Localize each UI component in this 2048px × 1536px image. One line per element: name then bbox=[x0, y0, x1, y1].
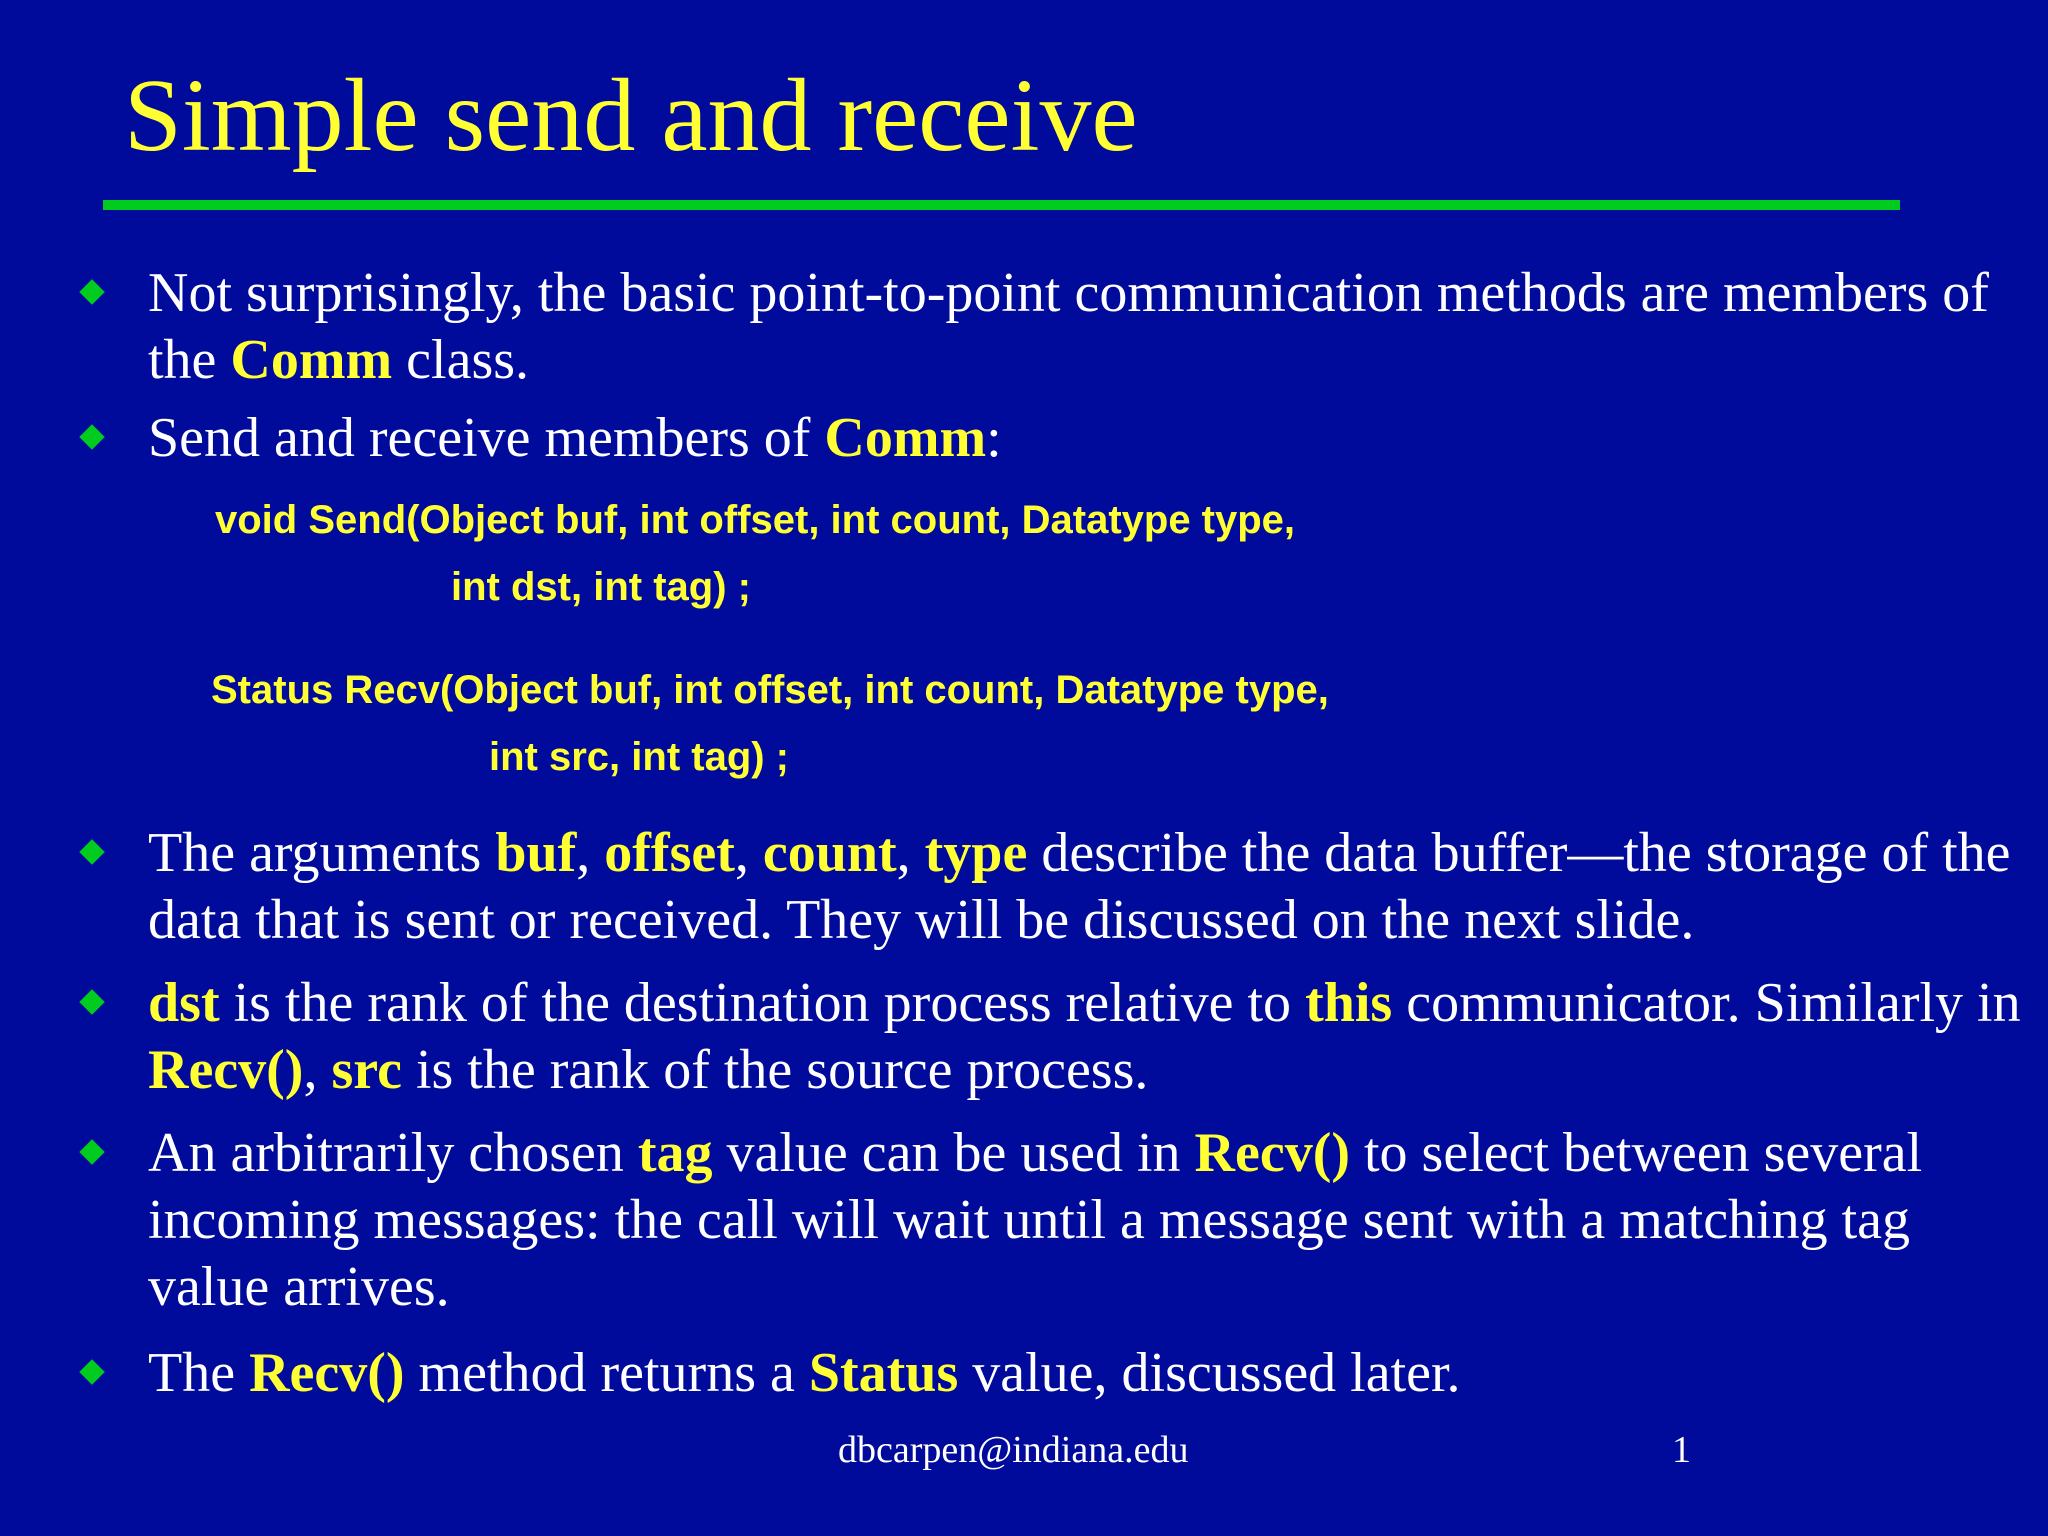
keyword-recv: Recv() bbox=[249, 1342, 405, 1404]
diamond-icon bbox=[80, 1360, 104, 1384]
page-number: 1 bbox=[1672, 1429, 1691, 1471]
bullet-text: , bbox=[896, 822, 925, 884]
title-underline bbox=[103, 200, 1900, 210]
bullet-text: Not surprisingly, the basic point-to-point communication methods are members of the bbox=[148, 262, 1989, 391]
bullet-text: The bbox=[148, 1342, 250, 1404]
diamond-icon bbox=[80, 280, 104, 304]
bullet-text: describe the data buffer—the storage of the data that is sent or received. They will be discussed on the next slide. bbox=[148, 822, 2011, 951]
bullet-item bbox=[148, 1120, 2028, 1321]
bullet-text: to select between several incoming messages: the call will wait until a message sent with a matching tag value arrives. bbox=[148, 1122, 1923, 1318]
keyword-type: type bbox=[924, 822, 1028, 884]
footer-email: dbcarpen@indiana.edu bbox=[838, 1429, 1189, 1471]
diamond-icon bbox=[80, 840, 104, 864]
bullet-text: , bbox=[303, 1039, 332, 1101]
code-recv-line-2: int src, int tag) ; bbox=[489, 735, 789, 779]
keyword-dst: dst bbox=[148, 972, 220, 1034]
code-recv-line-1: Status Recv(Object buf, int offset, int count, Datatype type, bbox=[211, 668, 1329, 712]
diamond-icon bbox=[80, 1140, 104, 1164]
keyword-recv: Recv() bbox=[148, 1039, 304, 1101]
bullet-item bbox=[148, 820, 2028, 954]
slide-title: Simple send and receive bbox=[124, 58, 1138, 173]
bullet-text: communicator. Similarly in bbox=[1392, 972, 2021, 1034]
bullet-text: is the rank of the source process. bbox=[401, 1039, 1149, 1101]
bullet-text: : bbox=[986, 407, 1002, 469]
keyword-tag: tag bbox=[637, 1122, 713, 1184]
bullet-text: is the rank of the destination process relative to bbox=[219, 972, 1306, 1034]
keyword-status: Status bbox=[808, 1342, 959, 1404]
bullet-text: method returns a bbox=[404, 1342, 809, 1404]
bullet-text: value can be used in bbox=[712, 1122, 1195, 1184]
diamond-icon bbox=[80, 425, 104, 449]
keyword-buf: buf bbox=[495, 822, 577, 884]
keyword-recv: Recv() bbox=[1194, 1122, 1350, 1184]
bullet-text: value, discussed later. bbox=[958, 1342, 1461, 1404]
bullet-item bbox=[148, 1340, 2028, 1407]
keyword-src: src bbox=[331, 1039, 402, 1101]
code-send-line-1: void Send(Object buf, int offset, int count, Datatype type, bbox=[215, 498, 1296, 542]
bullet-text: , bbox=[576, 822, 605, 884]
bullet-text: , bbox=[734, 822, 763, 884]
bullet-item bbox=[148, 405, 2028, 472]
bullet-text: class. bbox=[392, 329, 530, 391]
bullet-text: Send and receive members of bbox=[148, 407, 825, 469]
bullet-text: The arguments bbox=[148, 822, 496, 884]
bullet-item bbox=[148, 970, 2028, 1104]
keyword-offset: offset bbox=[604, 822, 735, 884]
keyword-comm: Comm bbox=[230, 329, 393, 391]
keyword-comm: Comm bbox=[824, 407, 987, 469]
code-send-line-2: int dst, int tag) ; bbox=[451, 565, 751, 609]
diamond-icon bbox=[80, 990, 104, 1014]
keyword-this: this bbox=[1305, 972, 1393, 1034]
bullet-item bbox=[148, 260, 2028, 394]
keyword-count: count bbox=[762, 822, 897, 884]
bullet-text: An arbitrarily chosen bbox=[148, 1122, 638, 1184]
